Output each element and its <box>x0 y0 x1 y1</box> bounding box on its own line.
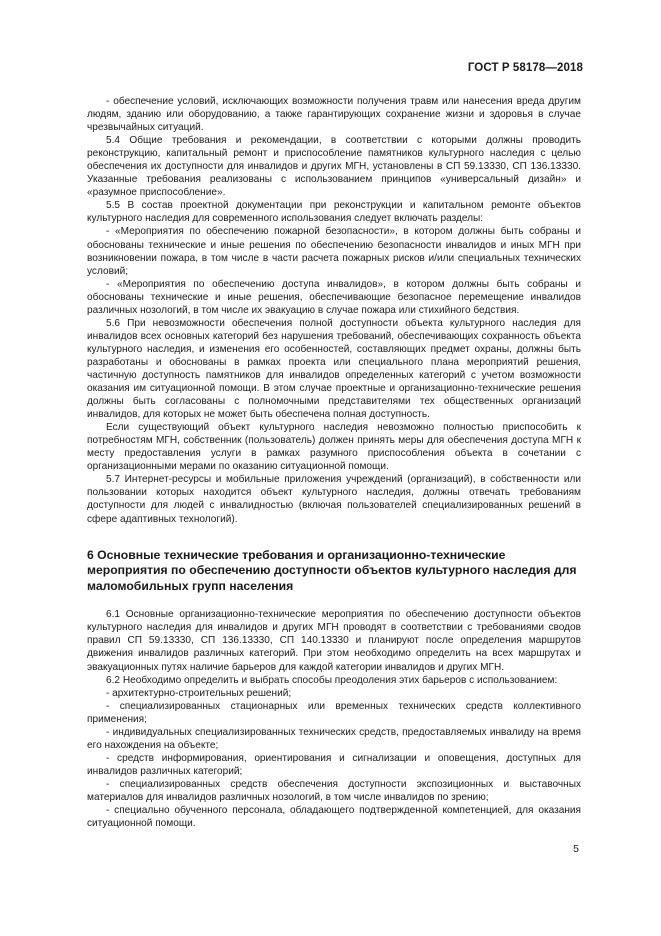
page-number: 5 <box>573 843 579 855</box>
list-item: - специально обученного персонала, обладающего подтвержденной компетенцией, для оказания ситуационной помощи. <box>87 805 581 830</box>
paragraph-5-4: 5.4 Общие требования и рекомендации, в соответствии с которыми должны проводить реконструкцию, капитальный ремонт и приспособление памятников культурного наследия с целью обеспечения их доступности для инвалидов и других МГН, установлены в СП 59.13330, СП 136.13330. Указанные требования реализованы с использованием принципов «универсальный дизайн» и «разумное приспособление». <box>87 135 581 199</box>
document-body <box>87 95 581 830</box>
paragraph: - «Мероприятия по обеспечению пожарной безопасности», в котором должны быть собраны и обоснованы технические и иные решения по обеспечению безопасности инвалидов и иных МГН при возникновении пожара, в том числе в части расчета пожарных рисков и/или специальных технических условий; <box>87 226 581 277</box>
paragraph-5-7: 5.7 Интернет-ресурсы и мобильные приложения учреждений (организаций), в собственности или пользовании которых находится объект культурного наследия, должны отвечать требованиям доступности для людей с инвалидностью (включая пользователей специализированных решений в сфере адаптивных технологий). <box>87 474 581 525</box>
list-item: - специализированных средств обеспечения доступности экспозиционных и выставочных материалов для инвалидов различных нозологий, в том числе инвалидов по зрению; <box>87 778 581 803</box>
list-item: - архитектурно-строительных решений; <box>106 687 292 699</box>
list-item: - индивидуальных специализированных технических средств, предоставляемых инвалиду на время его нахождения на объекте; <box>87 726 581 751</box>
paragraph-6-1: 6.1 Основные организационно-технические мероприятия по обеспечению доступности объектов культурного наследия для инвалидов и других МГН проводят в соответствии с требованиями сводов правил СП 59.13330, СП 136.13330, СП 140.13330 и планируют после определения маршрутов движения инвалидов различных категорий. При этом необходимо определить на всех маршрутах и эвакуационных путях наличие барьеров для каждой категории инвалидов и других МГН. <box>87 609 581 673</box>
paragraph: - обеспечение условий, исключающих возможности получения травм или нанесения вреда другим людям, зданию или оборудованию, а также гарантирующих сохранение жизни и здоровья в случае чрезвычайных ситуаций. <box>87 96 581 134</box>
list-item: - специализированных стационарных или временных технических средств коллективного применения; <box>87 700 581 725</box>
list-item: - средств информирования, ориентирования и сигнализации и оповещения, доступных для инвалидов различных категорий; <box>87 752 581 777</box>
section-6-title: 6 Основные технические требования и организационно-технические мероприятия по обеспечению доступности объектов культурного наследия для маломобильных групп населения <box>87 547 577 593</box>
paragraph-6-2: 6.2 Необходимо определить и выбрать способы преодоления этих барьеров с использованием: <box>106 674 558 686</box>
paragraph-5-6: 5.6 При невозможности обеспечения полной доступности объекта культурного наследия для инвалидов всех основных категорий без нарушения требований, обеспечивающих сохранность объекта культурного наследия, и изменения его особенностей, составляющих предмет охраны, должны быть разработаны и обоснованы в рамках проекта или специального плана мероприятий решения, частичную доступность памятников для инвалидов определенных категорий с учетом возможности оказания им ситуационной помощи. В этом случае проектные и организационно-технические решения должны быть согласованы с полномочными представителями тех общественных организаций инвалидов, для которых не может быть обеспечена полная доступность. <box>87 317 581 421</box>
paragraph: - «Мероприятия по обеспечению доступа инвалидов», в котором должны быть собраны и обоснованы технические и иные решения, обеспечивающие безопасное перемещение инвалидов различных нозологий, в том числе их эвакуацию в случае пожара или стихийного бедствия. <box>87 278 581 316</box>
document-id-header: ГОСТ Р 58178—2018 <box>467 62 583 74</box>
paragraph: Если существующий объект культурного наследия невозможно полностью приспособить к потребностям МГН, собственник (пользователь) должен принять меры для обеспечения доступа МГН к месту предоставления услуги в рамках разумного приспособления объекта в сочетании с организационными мерами по оказанию ситуационной помощи. <box>87 422 581 473</box>
paragraph-5-5: 5.5 В состав проектной документации при реконструкции и капитальном ремонте объектов культурного наследия для современного использования следует включать разделы: <box>87 200 581 225</box>
